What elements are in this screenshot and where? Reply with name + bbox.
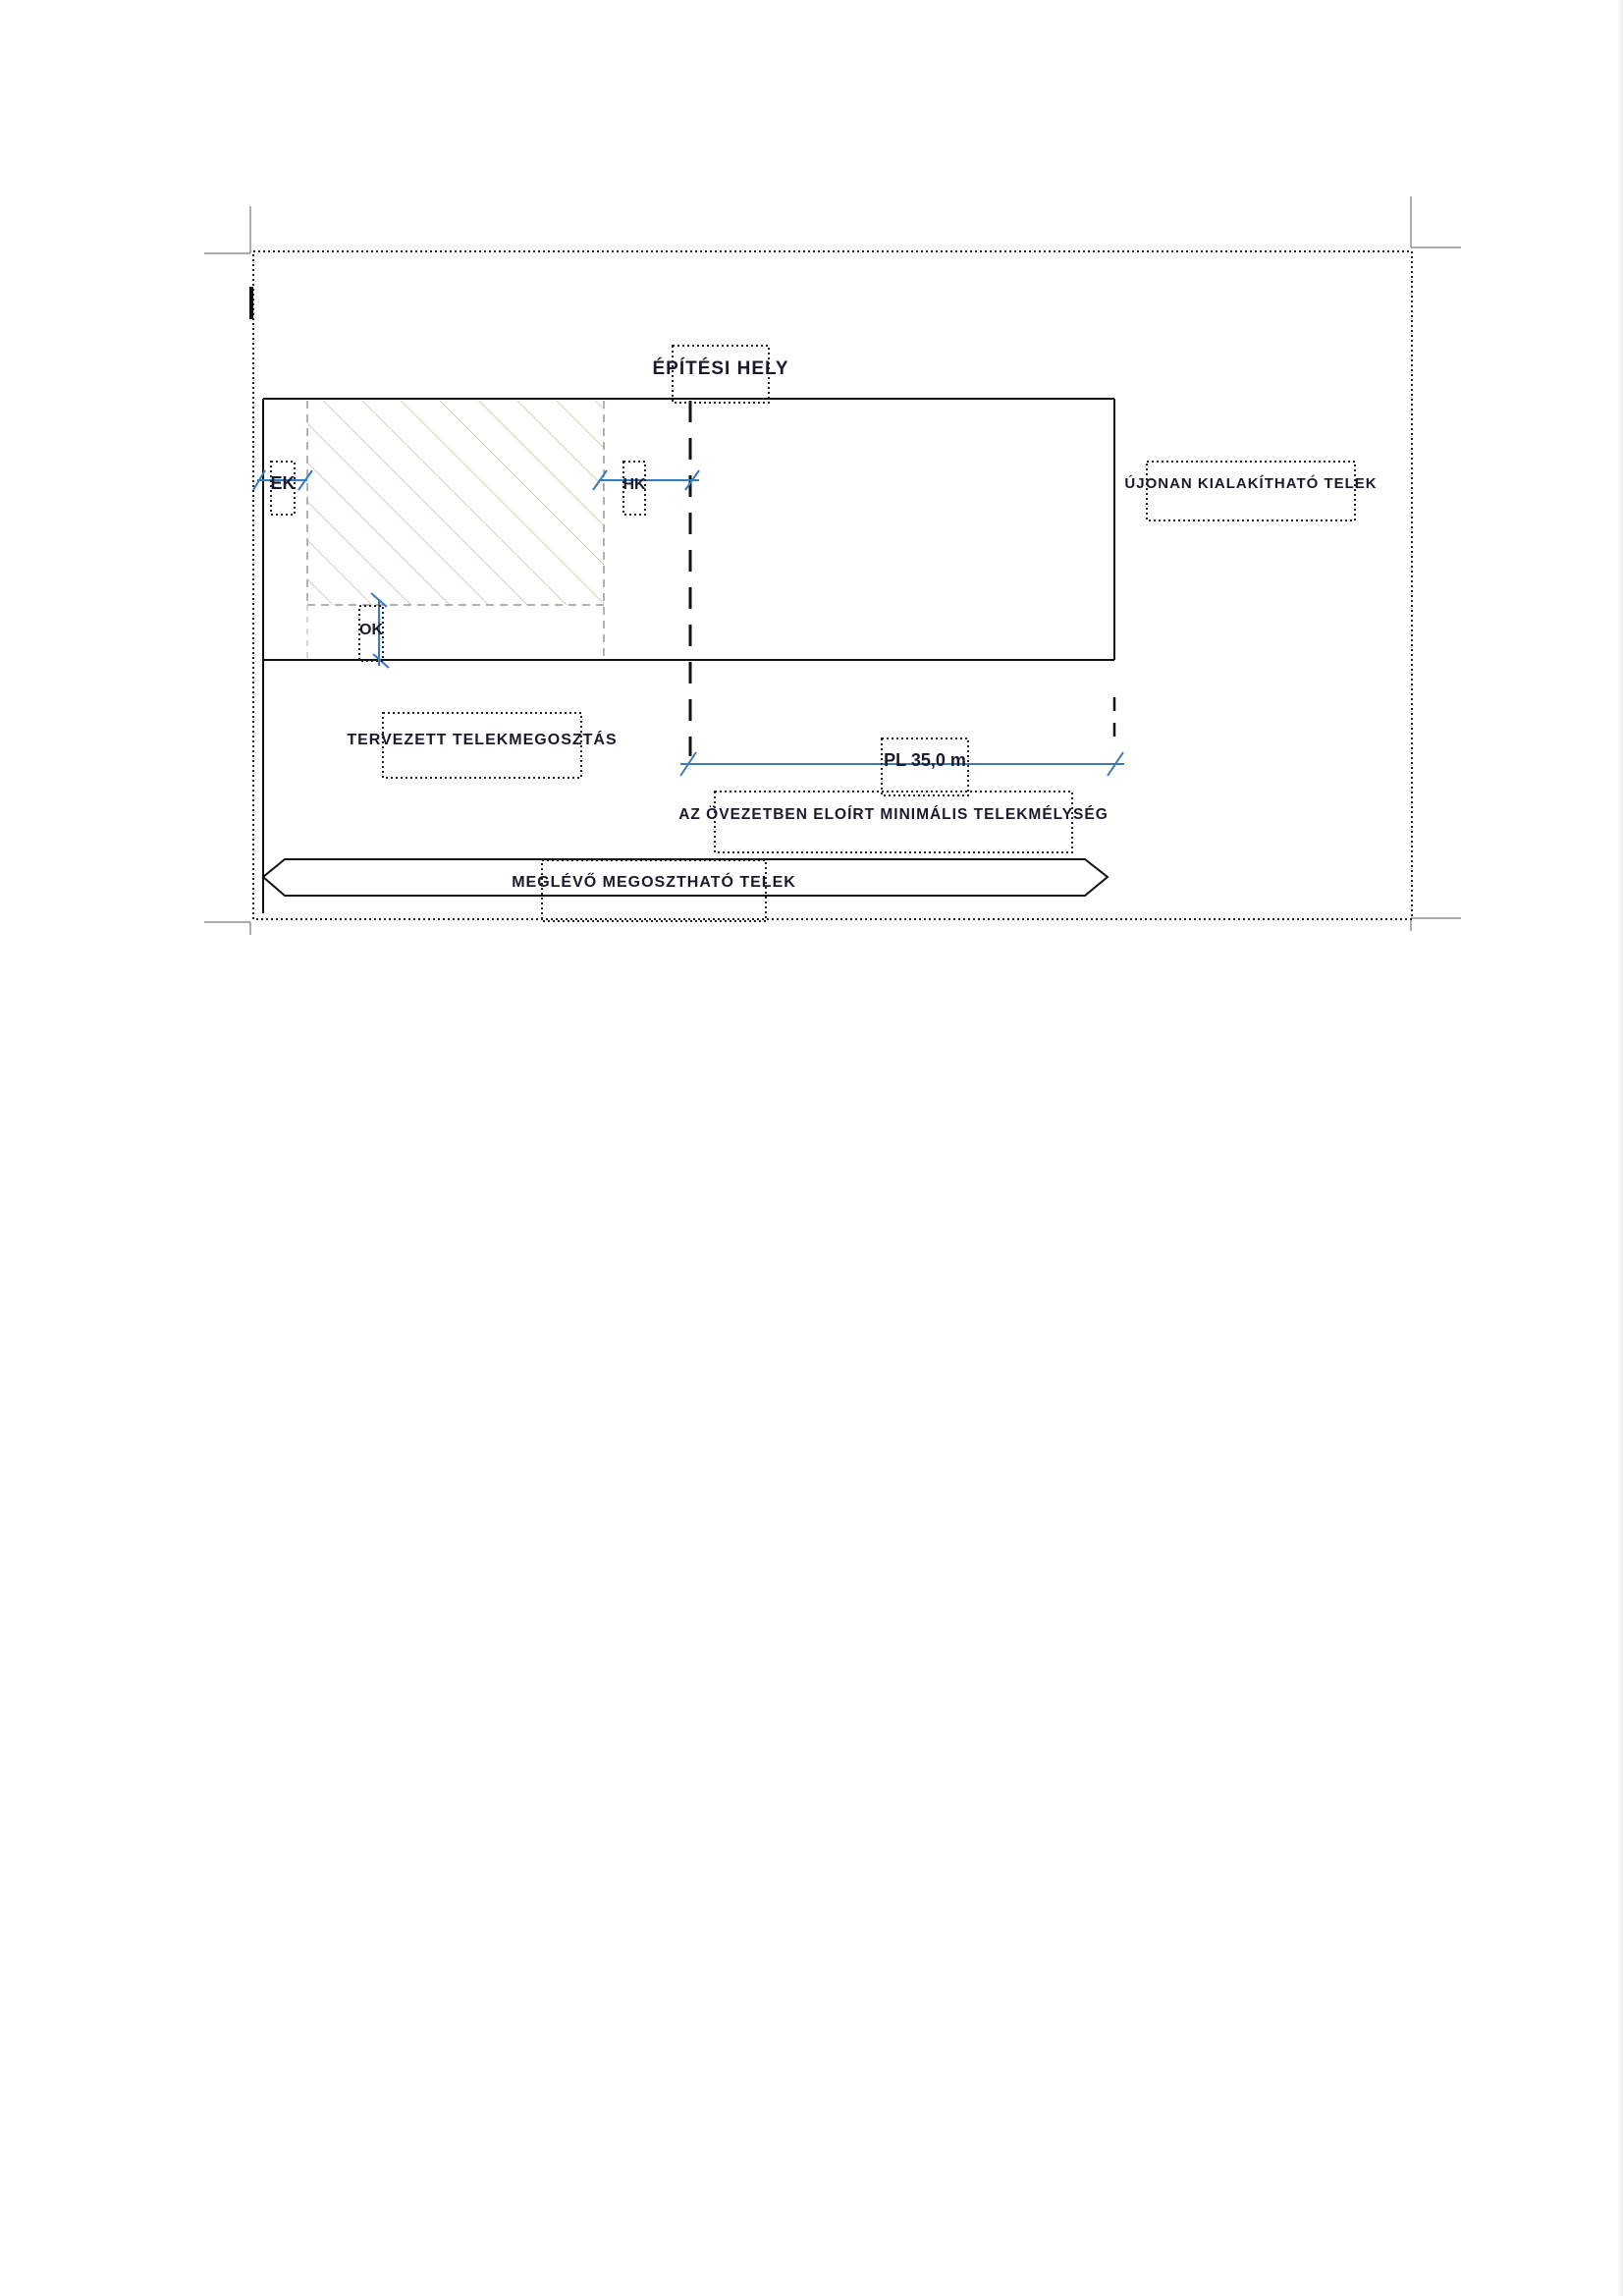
hatched-building-area [307, 401, 604, 605]
tervezett-label: TERVEZETT TELEKMEGOSZTÁS [347, 732, 618, 748]
minimalis-label: AZ ÖVEZETBEN ELOÍRT MINIMÁLIS TELEKMÉLYSÉG [678, 806, 1109, 823]
ek-label: EK [270, 473, 296, 493]
pl-label: PL 35,0 m [884, 750, 966, 770]
hk-label: HK [622, 476, 646, 493]
ujonan-label: ÚJONAN KIALAKÍTHATÓ TELEK [1124, 475, 1378, 492]
epitesi-hely-label: ÉPÍTÉSI HELY [652, 358, 789, 379]
ok-label: OK [359, 622, 383, 638]
meglevo-label: MEGLÉVŐ MEGOSZTHATÓ TELEK [512, 874, 796, 891]
meglevo-box [542, 860, 766, 921]
